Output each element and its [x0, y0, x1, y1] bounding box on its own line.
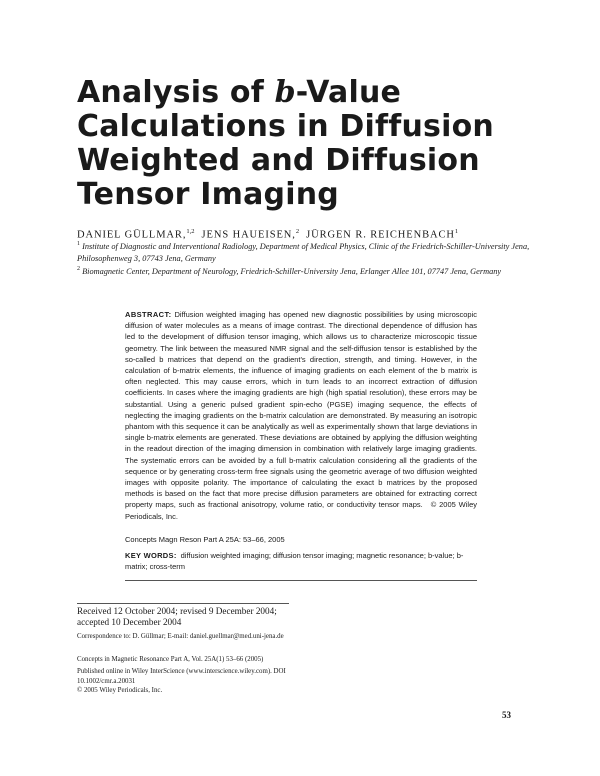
- affiliation-text: Biomagnetic Center, Department of Neurology, Friedrich-Schiller-University Jena, Erlanger Allee 101, 07747 Jena, Germany: [82, 266, 502, 276]
- title-line-2: Calculations in Diffusion: [77, 109, 494, 144]
- affiliation-1: [77, 238, 547, 266]
- keywords-text: diffusion weighted imaging; diffusion tensor imaging; magnetic resonance; b-value; b-matrix; cross-term: [125, 551, 464, 571]
- abstract: [125, 309, 477, 522]
- abstract-citation: Concepts Magn Reson Part A 25A: 53–66, 2005: [125, 535, 285, 544]
- keywords-divider: [125, 580, 477, 581]
- journal-citation: Concepts in Magnetic Resonance Part A, Vol. 25A(1) 53–66 (2005): [77, 656, 264, 663]
- keywords-label: KEY WORDS:: [125, 551, 177, 560]
- article-title: [77, 76, 577, 212]
- author-name: JÜRGEN R. REICHENBACH: [306, 229, 455, 241]
- correspondence-note: Correspondence to: D. Güllmar; E-mail: daniel.guellmar@med.uni-jena.de: [77, 633, 284, 640]
- page-number: 53: [502, 710, 511, 720]
- footnote-divider: [77, 603, 289, 604]
- copyright-note: © 2005 Wiley Periodicals, Inc.: [77, 687, 163, 694]
- abstract-text: Diffusion weighted imaging has opened new diagnostic possibilities by using microscopic diffusion of water molecules as a means of image contrast. The directional dependence of diffusion has led to the development of diffusion tensor imaging, which allows us to characterize microscopic tissue geometry. The link between the measured NMR signal and the self-diffusion tensor is established by the so-called b matrices that depend on the gradient's direction, strength, and timing. However, in the calculation of b-matrix elements, the influence of imaging gradients on each element of the b matrix is often neglected. This may cause errors, which in turn leads to an incorrect extraction of diffusion coefficients. In cases where the imaging gradients are high (high spatial resolution), these errors may be substantial. Using a generic pulsed gradient spin-echo (PGSE) imaging sequence, the effects of neglecting the imaging gradients on the b-matrix calculation are demonstrated. By measuring an isotropic phantom with this sequence it can be analytically as well as experimentally shown that large deviations in single b-matrix elements are generated. These deviations are obtained by applying the diffusion weighting in the readout direction of the imaging dimension in combination with relatively large imaging gradients. The systematic errors can be avoided by a full b-matrix calculation considering all the gradients of the sequence or by generating cross-term free signals using the geometric average of two diffusion weighted images with opposite polarity. The importance of calculating the exact b matrices by the proposed methods is based on the fact that more precise diffusion parameters are obtained for extracting correct property maps, such as fractional anisotropy, volume ratio, or conductivity tensor maps.: [125, 310, 477, 510]
- affiliation-text: Institute of Diagnostic and Interventional Radiology, Department of Medical Physics, Clinic of the Friedrich-Schiller-University Jena, Philosophenweg 3, 07743 Jena, Germany: [77, 241, 530, 264]
- author-name: DANIEL GÜLLMAR,: [77, 229, 187, 241]
- abstract-label: ABSTRACT:: [125, 310, 172, 319]
- keywords: [125, 550, 477, 572]
- author-affiliation-mark: 1: [454, 228, 459, 235]
- author-name: JENS HAUEISEN,: [201, 229, 296, 241]
- title-line-3: Weighted and Diffusion: [77, 143, 480, 178]
- received-dates: Received 12 October 2004; revised 9 December 2004; accepted 10 December 2004: [77, 606, 277, 627]
- title-italic-b: b: [274, 75, 296, 110]
- title-line-1: Analysis of b-Value: [77, 75, 402, 110]
- author-affiliation-mark: 2: [295, 228, 300, 235]
- author-affiliation-mark: 1,2: [186, 228, 195, 235]
- online-publication-note: Published online in Wiley InterScience (www.interscience.wiley.com). DOI 10.1002/cmr.a.20031: [77, 668, 286, 685]
- affiliation-mark: 2: [77, 266, 80, 272]
- affiliation-2: [77, 263, 547, 278]
- abstract-copyright: © 2005 Wiley Periodicals, Inc.: [125, 500, 477, 521]
- title-line-4: Tensor Imaging: [77, 177, 339, 212]
- affiliation-mark: 1: [77, 241, 80, 247]
